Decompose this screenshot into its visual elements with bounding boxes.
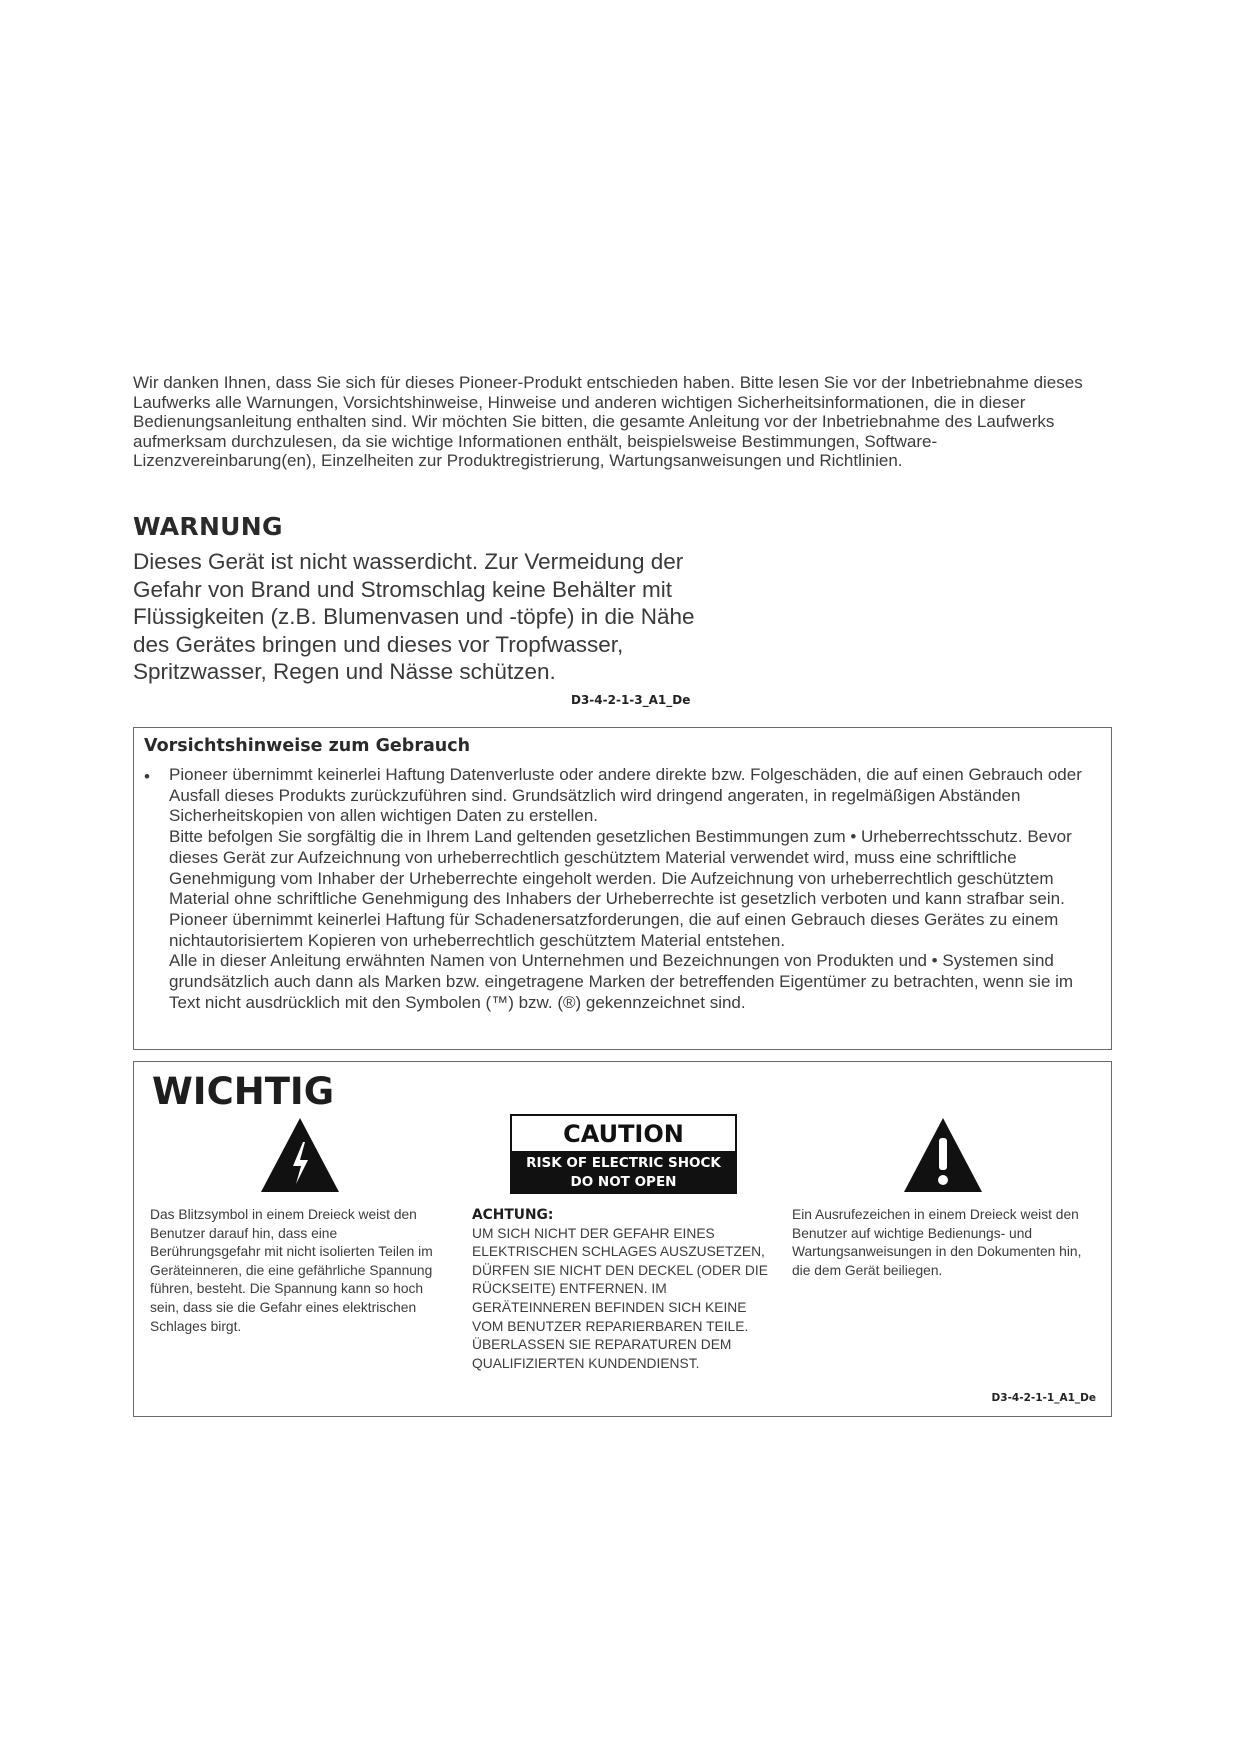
caution-title: CAUTION	[563, 1120, 684, 1148]
important-code: D3-4-2-1-1_A1_De	[991, 1392, 1096, 1404]
achtung-block	[472, 1206, 772, 1373]
precautions-heading: Vorsichtshinweise zum Gebrauch	[144, 736, 471, 756]
warning-text: Dieses Gerät ist nicht wasserdicht. Zur Vermeidung der Gefahr von Brand und Stromschlag keine Behälter mit Flüssigkeiten (z.B. Blumenvasen und -töpfe) in die Nähe des Gerätes bringen und dieses vor Tropfwasser, Spritzwasser, Regen und Nässe schützen.	[133, 549, 695, 684]
caution-line-1: RISK OF ELECTRIC SHOCK	[526, 1155, 721, 1171]
lightning-description: Das Blitzsymbol in einem Dreieck weist den Benutzer darauf hin, dass eine Berührungsgefahr mit nicht isolierten Teilen im Geräteinneren, die eine gefährliche Spannung führen, besteht. Die Spannung kann so hoch sein, dass sie die Gefahr eines elektrischen Schlages birgt.	[150, 1207, 433, 1334]
precautions-body	[169, 765, 1104, 1013]
caution-band	[512, 1151, 735, 1194]
intro-paragraph: Wir danken Ihnen, dass Sie sich für dieses Pioneer-Produkt entschieden haben. Bitte lesen Sie vor der Inbetriebnahme dieses Laufwerks alle Warnungen, Vorsichtshinweise, Hinweise und anderen wichtigen Sicherheitsinformationen, die in dieser Bedienungsanleitung enthalten sind. Wir möchten Sie bitten, die gesamte Anleitung vor der Inbetriebnahme des Laufwerks aufmerksam durchzulesen, da sie wichtige Informationen enthält, beispielsweise Bestimmungen, Software-Lizenzvereinbarung(en), Einzelheiten zur Produktregistrierung, Wartungsanweisungen und Richtlinien.	[133, 373, 1083, 470]
exclamation-warning-icon	[902, 1116, 984, 1194]
warning-code: D3-4-2-1-3_A1_De	[571, 693, 691, 707]
exclamation-description: Ein Ausrufezeichen in einem Dreieck weist den Benutzer auf wichtige Bedienungs- und Wartungsanweisungen in den Dokumenten hin, die dem Gerät beiliegen.	[792, 1207, 1082, 1278]
achtung-text: UM SICH NICHT DER GEFAHR EINES ELEKTRISCHEN SCHLAGES AUSZUSETZEN, DÜRFEN SIE NICHT DEN DECKEL (ODER DIE RÜCKSEITE) ENTFERNEN. IM GERÄTEINNEREN BEFINDEN SICH KEINE VOM BENUTZER REPARIERBAREN TEILE. ÜBERLASSEN SIE REPARATUREN DEM QUALIFIZIERTEN KUNDENDIENST.	[472, 1225, 768, 1371]
precaution-paragraph-2: Bitte befolgen Sie sorgfältig die in Ihrem Land geltenden gesetzlichen Bestimmungen zum • Urheberrechtsschutz. Bevor dieses Gerät zur Aufzeichnung von urheberrechtlich geschütztem Material verwendet wird, muss eine schriftliche Genehmigung vom Inhaber der Urheberrechte eingeholt werden. Die Aufzeichnung von urheberrechtlich geschütztem Material ohne schriftliche Genehmigung des Inhabers der Urheberrechte ist gesetzlich verboten und kann strafbar sein. Pioneer übernimmt keinerlei Haftung für Schadenersatzforderungen, die auf einen Gebrauch dieses Gerätes zu einem nichtautorisiertem Kopieren von urheberrechtlich geschütztem Material entstehen.	[169, 827, 1072, 950]
precaution-paragraph-1: Pioneer übernimmt keinerlei Haftung Datenverluste oder andere direkte bzw. Folgeschäden, die auf einen Gebrauch oder Ausfall dieses Produkts zurückzuführen sind. Grundsätzlich wird dringend angeraten, in regelmäßigen Abständen Sicherheitskopien von allen wichtigen Daten zu erstellen.	[169, 765, 1082, 826]
caution-line-2: DO NOT OPEN	[570, 1174, 677, 1190]
precautions-box	[133, 727, 1112, 1050]
important-heading: WICHTIG	[152, 1070, 335, 1113]
lightning-warning-icon	[259, 1116, 341, 1194]
important-box	[133, 1061, 1112, 1417]
precaution-paragraph-3: Alle in dieser Anleitung erwähnten Namen von Unternehmen und Bezeichnungen von Produkten und • Systemen sind grundsätzlich auch dann als Marken bzw. eingetragene Marken der betreffenden Eigentümer zu betrachten, wenn sie im Text nicht ausdrücklich mit den Symbolen (™) bzw. (®) gekennzeichnet sind.	[169, 951, 1074, 1012]
bullet-marker: •	[144, 767, 150, 786]
warning-heading: WARNUNG	[133, 512, 283, 541]
caution-label	[510, 1114, 737, 1194]
achtung-label: ACHTUNG:	[472, 1207, 554, 1223]
